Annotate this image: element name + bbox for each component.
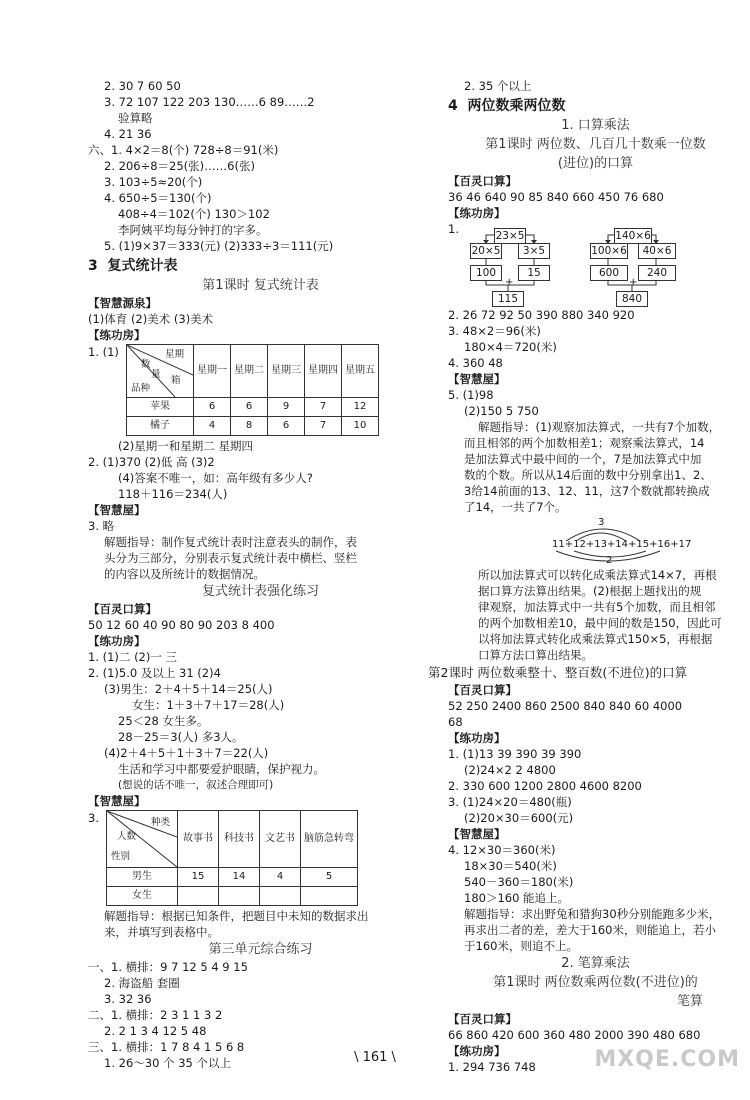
line: (1)体育 (2)美术 (3)美术 [88, 312, 214, 326]
line: 再求出二者的差，差大于160米，则能追上，若小 [464, 923, 716, 937]
line: 头分为三部分，分别表示复式统计表中横栏、竖栏 [104, 551, 357, 565]
line: 2. (1)5.0 及以上 31 (2)4 [88, 666, 221, 680]
tree-node: 3×5 [518, 243, 550, 259]
table-col-header: 星期三 [268, 345, 305, 398]
section-label: 【智慧屋】 [448, 372, 506, 386]
table-col-header: 星期一 [194, 345, 231, 398]
tree-sum: 840 [616, 291, 648, 307]
arc-sequence: 11+12+13+14+15+16+17 [552, 539, 692, 550]
table-row: 苹果 6 6 9 7 12 [127, 398, 379, 417]
table-col-header: 文艺书 [260, 811, 301, 868]
section-title: 1. 口算乘法 [561, 118, 630, 133]
line: 3. [88, 811, 99, 825]
line: 4. 650÷5＝130(个) [104, 191, 212, 205]
line: 408÷4＝102(个) 130＞102 [118, 207, 270, 221]
line: (2)24×2 2 4800 [464, 763, 556, 777]
line: 118＋116＝234(人) [118, 487, 228, 501]
section-title: 2. 笔算乘法 [561, 956, 630, 971]
line: 六、1. 4×2＝8(个) 728÷8＝91(米) [88, 143, 279, 157]
lesson-title: 第1课时 两位数乘两位数(不进位)的 [493, 975, 698, 990]
pairing-arc-diagram: 3 11+12+13+14+15+16+17 2 [448, 515, 743, 567]
line: 25＜28 女生多。 [118, 714, 209, 728]
line: 来，并填写到表格中。 [104, 925, 219, 939]
line: 2. 2 1 3 4 12 5 48 [104, 1024, 207, 1038]
line: 2. 206÷8＝25(张)……6(张) [104, 159, 255, 173]
decomposition-trees: 1. 23×5 20×5 3×5 100 15 + 115 140×6 100×6 40×6 600 240 + 840 [448, 221, 743, 307]
line: 68 [448, 715, 463, 729]
line: 解题指导：(1)观察加法算式，一共有7个加数， [478, 420, 721, 434]
tree-node: 100 [470, 265, 502, 281]
table-col-header: 科技书 [219, 811, 260, 868]
line: 是加法算式中最中间的一个，7是加法算式中加 [464, 452, 702, 466]
right-column [428, 78, 743, 1075]
line: (4)答案不唯一，如：高年级有多少人? [118, 471, 313, 485]
line: 的两个加数相差10，最中间的数是150，因此可 [478, 616, 722, 630]
stats-table-1 [126, 344, 379, 436]
line: 1. [448, 222, 459, 236]
line: 1. (1) [88, 345, 119, 359]
line: 3. 32 36 [104, 992, 152, 1006]
tree-node: 20×5 [471, 245, 501, 257]
line: (3)男生：2＋4＋5＋14＝25(人) [104, 682, 273, 696]
section-label: 【百灵口算】 [448, 1012, 517, 1026]
table-header-diagonal: 星期 数 量 箱 品种 [127, 345, 194, 398]
lesson-title: 第三单元综合练习 [208, 942, 313, 957]
line: 2. (1)370 (2)低 高 (3)2 [88, 455, 215, 469]
section-label: 【练功房】 [448, 731, 506, 745]
line: 生活和学习中都要爱护眼睛，保护视力。 [118, 762, 325, 776]
table-1-block [88, 344, 433, 436]
line: 的内容以及所统计的数据情况。 [104, 567, 265, 581]
section-label: 【百灵口算】 [448, 683, 517, 697]
line: 5. (1)98 [448, 388, 494, 402]
table-col-header: 星期四 [305, 345, 342, 398]
table-col-header: 星期五 [342, 345, 379, 398]
line: 52 250 2400 860 2500 840 840 60 4000 [448, 699, 683, 713]
line: 一、1. 横排：9 7 12 5 4 9 15 [88, 960, 248, 974]
line: (2)星期一和星期二 星期四 [118, 439, 253, 453]
table-col-header: 脑筋急转弯 [301, 811, 358, 868]
table-col-header: 星期二 [231, 345, 268, 398]
line: 3给14前面的13、12、11，这7个数就都转换成 [464, 484, 710, 498]
lesson-title: 第1课时 两位数、几百几十数乘一位数 [485, 137, 706, 152]
line: 4. 21 36 [104, 127, 152, 141]
line: 口算方法口算出结果。 [478, 648, 593, 662]
line: 36 46 640 90 85 840 660 450 76 680 [448, 190, 664, 204]
line: 解题指导：根据已知条件，把题目中未知的数据求出 [104, 909, 369, 923]
section-label: 【练功房】 [88, 634, 146, 648]
line: 2. 35 个以上 [464, 79, 532, 93]
line: (2)20×30＝600(元) [464, 811, 574, 825]
line: 于160米，则追不上。 [464, 939, 578, 953]
line: 28－25＝3(人) 多3人。 [118, 730, 244, 744]
section-label: 【百灵口算】 [88, 602, 157, 616]
tree-node: 40×6 [638, 243, 676, 259]
line: 2. 海盗船 套圈 [104, 976, 180, 990]
line: 解题指导：制作复式统计表时注意表头的制作，表 [104, 535, 357, 549]
table-row: 橘子 4 8 6 7 10 [127, 417, 379, 436]
line: 1. (1)13 39 390 39 390 [448, 747, 582, 761]
line: (2)150 5 750 [464, 404, 539, 418]
line: 三、1. 横排：1 7 8 4 1 5 6 8 [88, 1040, 245, 1054]
line: 1. (1)二 (2)一 三 [88, 650, 178, 664]
table-header-diagonal: 种类 人数 性别 [107, 811, 178, 868]
section-label: 【智慧屋】 [448, 827, 506, 841]
lesson-title: 笔算 [676, 994, 703, 1009]
line: 解题指导：求出野兔和猎狗30秒分别能跑多少米， [464, 907, 721, 921]
line: 5. (1)9×37＝333(元) (2)333÷3＝111(元) [104, 239, 334, 253]
tree-root: 140×6 [615, 230, 651, 242]
table-2-block [88, 810, 433, 906]
table-col-header: 故事书 [178, 811, 219, 868]
line: (想说的话不唯一，叙述合理即可) [118, 779, 274, 791]
lesson-title: 第1课时 复式统计表 [202, 278, 319, 293]
stats-table-2 [106, 810, 358, 906]
table-row: 女生 [107, 887, 358, 906]
tree-node: 100×6 [591, 245, 627, 257]
lesson-title: 复式统计表强化练习 [201, 584, 319, 599]
line: 540－360＝180(米) [464, 875, 574, 889]
line: 3. 略 [88, 519, 115, 533]
section-label: 【智慧屋】 [88, 503, 146, 517]
unit-3-heading: 3 复式统计表 [88, 258, 178, 274]
tree-node: 15 [518, 265, 550, 281]
left-column [88, 78, 433, 1071]
line: 3. 103÷5≈20(个) [104, 175, 203, 189]
line: 180＞160 能追上。 [464, 891, 570, 905]
line: 以将加法算式转化成乘法算式150×5，再根据 [478, 632, 713, 646]
line: 3. (1)24×20＝480(瓶) [448, 795, 572, 809]
section-label: 【百灵口算】 [448, 174, 517, 188]
watermark: MXQE.COM [594, 1047, 740, 1072]
tree-node: 240 [638, 265, 676, 281]
tree-node: 600 [590, 265, 628, 281]
section-label: 【练功房】 [448, 206, 506, 220]
line: 而且相邻的两个加数相差1；观察乘法算式，14 [464, 436, 705, 450]
line: 验算略 [118, 111, 153, 125]
line: 50 12 60 40 90 80 90 203 8 400 [88, 618, 275, 632]
tree-sum: 115 [492, 291, 524, 307]
line: (4)2＋4＋5＋1＋3＋7＝22(人) [104, 746, 269, 760]
section-label: 【练功房】 [448, 1044, 506, 1058]
table-row: 男生 15 14 4 5 [107, 868, 358, 887]
section-label: 【智慧屋】 [88, 794, 146, 808]
line: 66 860 420 600 360 480 2000 390 480 680 [448, 1028, 701, 1042]
line: 女生：1＋3＋7＋17＝28(人) [132, 698, 285, 712]
line: 3. 48×2＝96(米) [448, 324, 541, 338]
line: 2. 26 72 92 50 390 880 340 920 [448, 308, 635, 322]
line: 1. 26～30 个 35 个以上 [104, 1056, 231, 1070]
line: 数的个数。所以从14后面的数中分别拿出1、2、 [464, 468, 712, 482]
line: 3. 72 107 122 203 130……6 89……2 [104, 95, 315, 109]
line: 了14，一共了7个。 [464, 500, 567, 514]
line: 所以加法算式可以转化成乘法算式14×7，再根 [478, 568, 717, 582]
line: 李阿姨平均每分钟打的字多。 [118, 223, 268, 237]
lesson-title: (进位)的口算 [557, 156, 634, 171]
line: 2. 30 7 60 50 [104, 79, 181, 93]
section-label: 【智慧源泉】 [88, 296, 157, 310]
line: 据口算方法算出结果。(2)根据上题找出的规 [478, 584, 702, 598]
line: 2. 330 600 1200 2800 4600 8200 [448, 779, 642, 793]
line: 二、1. 横排：2 3 1 1 3 2 [88, 1008, 223, 1022]
tree-root: 23×5 [495, 230, 525, 242]
line: 1. 294 736 748 [448, 1060, 536, 1074]
line: 4. 12×30＝360(米) [448, 843, 556, 857]
line: 律观察，加法算式中一共有5个加数，而且相邻 [478, 600, 716, 614]
section-label: 【练功房】 [88, 328, 146, 342]
line: 4. 360 48 [448, 356, 503, 370]
unit-4-heading: 4 两位数乘两位数 [448, 98, 566, 114]
page-number: \ 161 \ [354, 1050, 396, 1065]
line: 18×30＝540(米) [464, 859, 557, 873]
line: 180×4＝720(米) [464, 340, 557, 354]
lesson-title: 第2课时 两位数乘整十、整百数(不进位)的口算 [428, 665, 688, 680]
